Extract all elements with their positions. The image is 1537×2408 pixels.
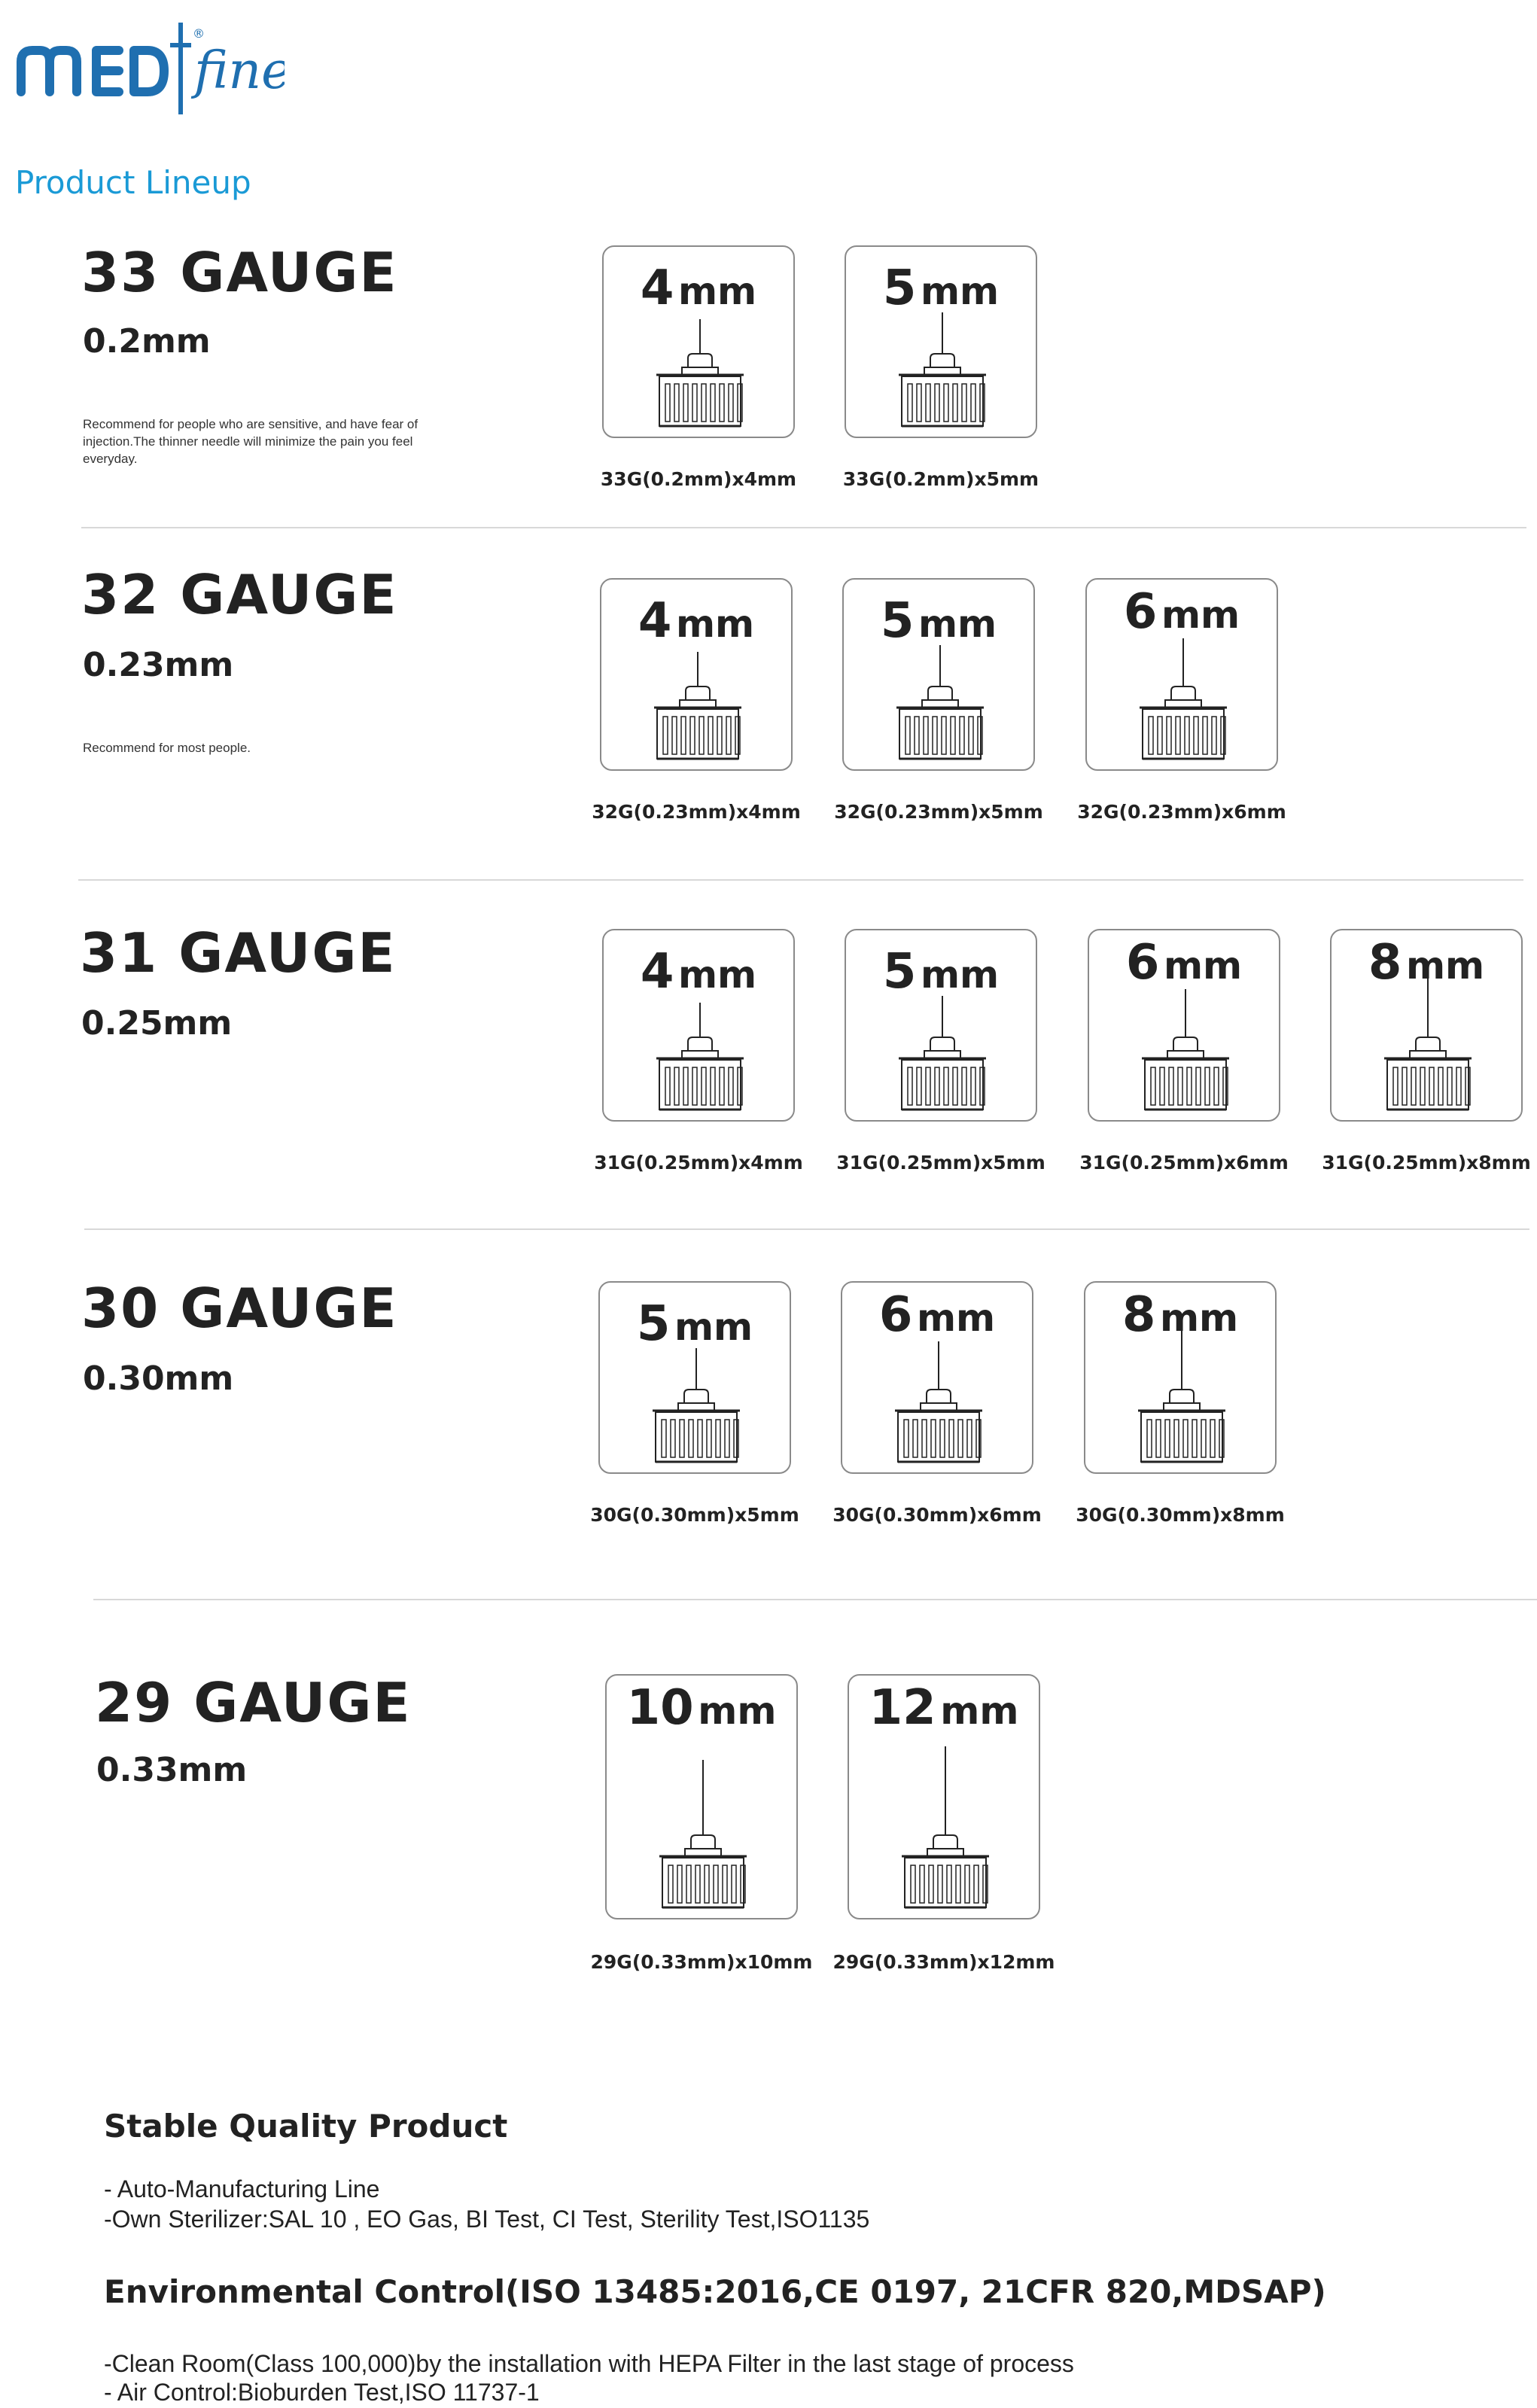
gauge-title: 30 GAUGE xyxy=(81,1277,398,1340)
section-divider xyxy=(78,879,1523,881)
needle-card xyxy=(600,578,793,771)
length-unit: mm xyxy=(918,602,997,646)
gauge-diameter: 0.33mm xyxy=(96,1751,248,1789)
environment-heading: Environmental Control(ISO 13485:2016,CE 0197, 21CFR 820,MDSAP) xyxy=(104,2273,1326,2310)
gauge-title: 33 GAUGE xyxy=(81,241,398,304)
gauge-description: Recommend for most people. xyxy=(83,741,251,755)
length-number: 6 xyxy=(1125,935,1160,991)
length-number: 6 xyxy=(1123,584,1158,640)
pen-needle-icon xyxy=(842,1283,1035,1475)
needle-card xyxy=(602,245,795,438)
needle-card xyxy=(841,1281,1033,1474)
gauge-title: 31 GAUGE xyxy=(80,921,397,985)
needle-card xyxy=(842,578,1035,771)
length-number: 10 xyxy=(626,1680,694,1736)
product-caption: 30G(0.30mm)x8mm xyxy=(1076,1504,1285,1526)
needle-card xyxy=(1085,578,1278,771)
needle-card xyxy=(602,929,795,1122)
gauge-diameter: 0.25mm xyxy=(81,1004,233,1043)
gauge-title: 29 GAUGE xyxy=(95,1671,412,1734)
length-number: 6 xyxy=(878,1287,913,1343)
length-unit: mm xyxy=(916,1296,996,1340)
pen-needle-icon xyxy=(604,930,796,1123)
svg-text:fine: fine xyxy=(194,41,285,101)
pen-needle-icon xyxy=(1087,580,1280,772)
pen-needle-icon xyxy=(1089,930,1282,1123)
length-number: 8 xyxy=(1122,1287,1156,1343)
quality-heading: Stable Quality Product xyxy=(104,2108,508,2145)
product-caption: 31G(0.25mm)x6mm xyxy=(1079,1152,1289,1174)
needle-card xyxy=(1088,929,1280,1122)
needle-card xyxy=(845,245,1037,438)
length-number: 5 xyxy=(636,1296,671,1352)
pen-needle-icon xyxy=(601,580,794,772)
pen-needle-icon xyxy=(844,580,1036,772)
length-unit: mm xyxy=(920,953,1000,997)
pen-needle-icon xyxy=(1332,930,1524,1123)
product-caption: 30G(0.30mm)x5mm xyxy=(590,1504,799,1526)
product-caption: 32G(0.23mm)x4mm xyxy=(592,801,801,823)
pen-needle-icon xyxy=(600,1283,793,1475)
length-unit: mm xyxy=(675,602,755,646)
length-unit: mm xyxy=(1163,944,1243,988)
length-unit: mm xyxy=(677,953,757,997)
product-caption: 29G(0.33mm)x10mm xyxy=(590,1951,813,1973)
pen-needle-icon xyxy=(846,247,1039,440)
product-caption: 31G(0.25mm)x8mm xyxy=(1322,1152,1531,1174)
length-unit: mm xyxy=(1161,593,1240,637)
product-caption: 31G(0.25mm)x5mm xyxy=(836,1152,1045,1174)
length-number: 5 xyxy=(882,944,917,1000)
length-unit: mm xyxy=(698,1689,777,1733)
pen-needle-icon xyxy=(604,247,796,440)
gauge-diameter: 0.23mm xyxy=(83,646,234,684)
needle-card xyxy=(848,1674,1040,1919)
product-caption: 32G(0.23mm)x6mm xyxy=(1077,801,1286,823)
medifine-logo xyxy=(14,17,285,114)
needle-card xyxy=(845,929,1037,1122)
length-unit: mm xyxy=(1405,944,1485,988)
product-caption: 30G(0.30mm)x6mm xyxy=(832,1504,1042,1526)
section-divider xyxy=(84,1228,1529,1230)
gauge-diameter: 0.2mm xyxy=(83,322,211,361)
gauge-diameter: 0.30mm xyxy=(83,1359,234,1398)
needle-card xyxy=(1084,1281,1277,1474)
length-unit: mm xyxy=(940,1689,1019,1733)
pen-needle-icon xyxy=(607,1676,799,1921)
length-unit: mm xyxy=(674,1305,753,1349)
pen-needle-icon xyxy=(846,930,1039,1123)
needle-card xyxy=(605,1674,798,1919)
environment-line: - Air Control:Bioburden Test,ISO 11737-1 xyxy=(104,2379,540,2406)
gauge-description: Recommend for people who are sensitive, and have fear of injection.The thinner needle will minimize the pain you feel everyday. xyxy=(83,417,418,466)
length-unit: mm xyxy=(677,269,757,313)
length-number: 4 xyxy=(640,260,674,316)
page-title: Product Lineup xyxy=(15,164,251,201)
pen-needle-icon xyxy=(849,1676,1042,1921)
length-number: 5 xyxy=(882,260,917,316)
product-caption: 31G(0.25mm)x4mm xyxy=(594,1152,803,1174)
length-unit: mm xyxy=(1159,1296,1239,1340)
length-number: 8 xyxy=(1368,935,1402,991)
length-number: 4 xyxy=(640,944,674,1000)
needle-card xyxy=(598,1281,791,1474)
quality-line: - Auto-Manufacturing Line xyxy=(104,2175,380,2203)
length-number: 4 xyxy=(638,593,672,649)
length-number: 12 xyxy=(869,1680,936,1736)
section-divider xyxy=(81,527,1526,528)
svg-text:®: ® xyxy=(193,26,205,41)
product-caption: 33G(0.2mm)x5mm xyxy=(842,468,1039,490)
product-caption: 29G(0.33mm)x12mm xyxy=(832,1951,1055,1973)
product-caption: 33G(0.2mm)x4mm xyxy=(600,468,797,490)
length-number: 5 xyxy=(880,593,915,649)
quality-line: -Own Sterilizer:SAL 10 , EO Gas, BI Test, CI Test, Sterility Test,ISO1135 xyxy=(104,2206,870,2233)
length-unit: mm xyxy=(920,269,1000,313)
section-divider xyxy=(93,1599,1537,1600)
product-caption: 32G(0.23mm)x5mm xyxy=(834,801,1043,823)
environment-line: -Clean Room(Class 100,000)by the installation with HEPA Filter in the last stage of process xyxy=(104,2350,1074,2377)
pen-needle-icon xyxy=(1085,1283,1278,1475)
needle-card xyxy=(1330,929,1523,1122)
gauge-title: 32 GAUGE xyxy=(81,563,398,626)
